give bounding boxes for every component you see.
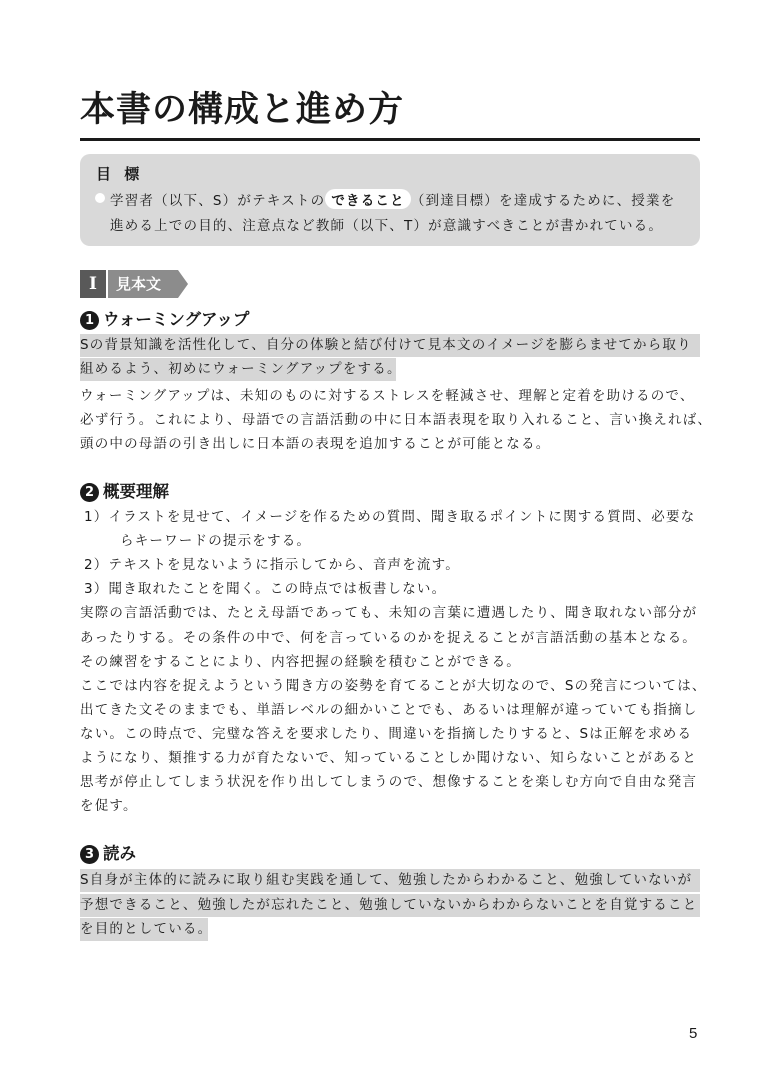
goal-highlight-badge: できること bbox=[325, 189, 411, 209]
list-item: らキーワードの提示をする。 bbox=[120, 533, 312, 549]
circle-number-icon: 3 bbox=[80, 845, 99, 864]
subheading-text: ウォーミングアップ bbox=[103, 310, 250, 329]
text-line: を促す。 bbox=[80, 798, 138, 814]
circle-number-icon: 2 bbox=[80, 483, 99, 502]
text-line: 頭の中の母語の引き出しに日本語の表現を追加することが可能となる。 bbox=[80, 436, 551, 452]
goal-text: 学習者（以下、S）がテキストの bbox=[110, 193, 326, 209]
highlighted-text: Sの背景知識を活性化して、自分の体験と結び付けて見本文のイメージを膨らませてから取り bbox=[80, 334, 700, 357]
highlighted-text: 予想できること、勉強したが忘れたこと、勉強していないからわからないことを自覚すること bbox=[80, 894, 700, 917]
section-number: I bbox=[80, 270, 106, 298]
text-line bbox=[80, 869, 700, 892]
text-line bbox=[80, 918, 213, 941]
text-line: ウォーミングアップは、未知のものに対するストレスを軽減させ、理解と定着を助けるので、 bbox=[80, 388, 695, 404]
highlighted-text: を目的としている。 bbox=[80, 918, 208, 941]
text-line: 出てきた文そのままでも、単語レベルの細かいことでも、あるいは理解が違っていても指摘し bbox=[80, 702, 698, 718]
text-line: 実際の言語活動では、たとえ母語であっても、未知の言葉に遭遇したり、聞き取れない部分が bbox=[80, 605, 698, 621]
page-title: 本書の構成と進め方 bbox=[80, 90, 405, 130]
text-line: 必ず行う。これにより、母語での言語活動の中に日本語表現を取り入れること、言い換えれば、 bbox=[80, 412, 713, 428]
list-item: 1）イラストを見せて、イメージを作るための質問、聞き取るポイントに関する質問、必要な bbox=[84, 509, 696, 525]
text-line: ようになり、類推する力が育たないで、知っていることしか聞けない、知らないことがあると bbox=[80, 750, 698, 766]
highlighted-text: S自身が主体的に読みに取り組む実践を通して、勉強したからわかること、勉強していないが bbox=[80, 869, 700, 892]
text-line: あったりする。その条件の中で、何を言っているのかを捉えることが言語活動の基本となる。 bbox=[80, 630, 697, 646]
goal-box bbox=[80, 154, 700, 246]
text-line bbox=[80, 358, 402, 381]
goal-text: （到達目標）を達成するために、授業を bbox=[410, 193, 676, 209]
list-item: 2）テキストを見ないように指示してから、音声を流す。 bbox=[84, 557, 460, 573]
highlighted-text: 組めるよう、初めにウォーミングアップをする。 bbox=[80, 358, 396, 381]
circle-number-icon: 1 bbox=[80, 311, 99, 330]
subheading-overview bbox=[80, 478, 169, 502]
subheading-text: 読み bbox=[103, 844, 136, 863]
text-line bbox=[80, 334, 700, 357]
text-line: ここでは内容を捉えようという聞き方の姿勢を育てることが大切なので、Sの発言については、 bbox=[80, 678, 707, 694]
subheading-warmup bbox=[80, 306, 249, 330]
subheading-text: 概要理解 bbox=[103, 482, 169, 501]
subheading-reading bbox=[80, 840, 136, 864]
text-line: ない。この時点で、完璧な答えを要求したり、間違いを指摘したりすると、Sは正解を求める bbox=[80, 726, 693, 742]
text-line bbox=[80, 894, 700, 917]
goal-line-2: 進める上での目的、注意点など教師（以下、T）が意識すべきことが書かれている。 bbox=[110, 218, 664, 234]
section-header bbox=[80, 270, 186, 298]
page-number: 5 bbox=[689, 1025, 698, 1042]
goal-line-1 bbox=[110, 189, 675, 209]
text-line: その練習をすることにより、内容把握の経験を積むことができる。 bbox=[80, 654, 521, 670]
title-rule bbox=[80, 138, 700, 141]
bullet-icon bbox=[95, 193, 105, 203]
section-label: 見本文 bbox=[108, 270, 178, 298]
goal-heading: 目 標 bbox=[96, 165, 144, 183]
list-item: 3）聞き取れたことを聞く。この時点では板書しない。 bbox=[84, 581, 447, 597]
section-label-arrow bbox=[178, 270, 188, 298]
text-line: 思考が停止してしまう状況を作り出してしまうので、想像することを楽しむ方向で自由な発言 bbox=[80, 774, 698, 790]
